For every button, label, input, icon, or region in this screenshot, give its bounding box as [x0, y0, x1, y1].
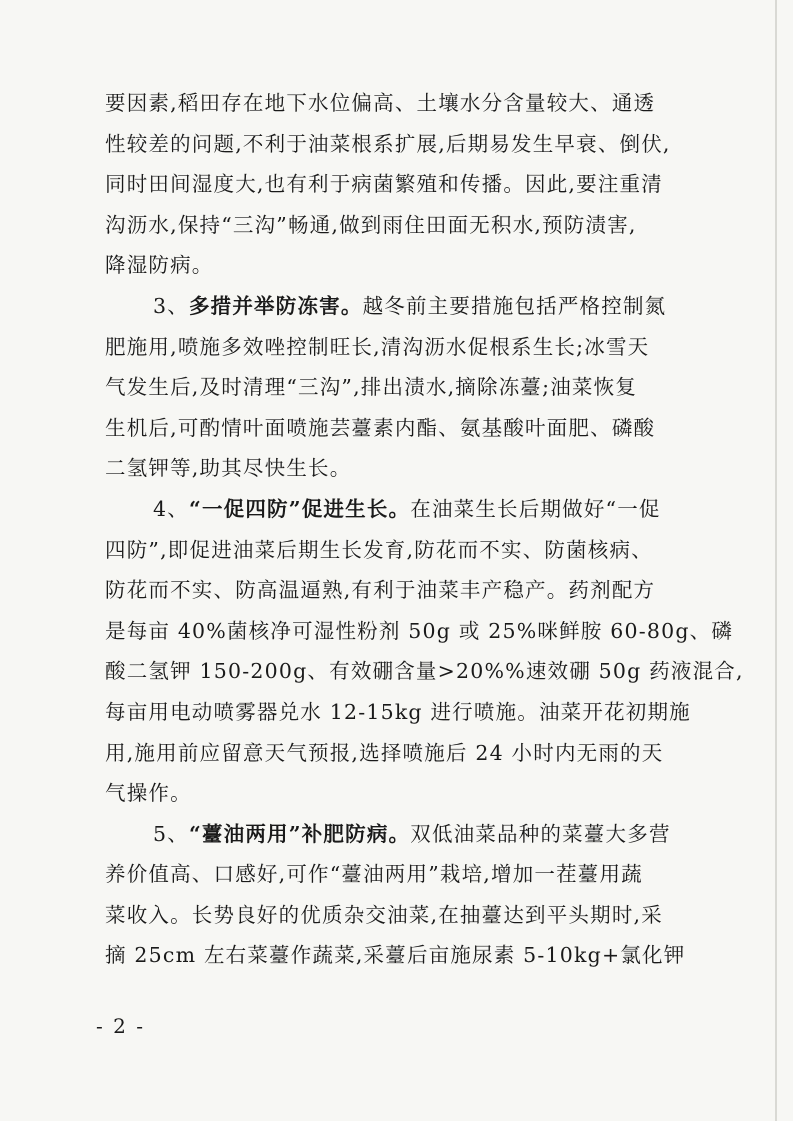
text-line	[105, 570, 665, 611]
body-text: 是每亩 40%菌核净可湿性粉剂 50g 或 25%咪鲜胺 60-80g、磷	[105, 618, 734, 643]
body-text: 每亩用电动喷雾器兑水 12-15kg 进行喷施。油菜开花初期施	[105, 699, 691, 724]
body-text: 4、	[153, 496, 189, 521]
text-line	[105, 245, 665, 286]
body-text: 二氢钾等,助其尽快生长。	[105, 456, 352, 481]
text-line	[105, 448, 665, 489]
bold-heading-text: “薹油两用”补肥防病。	[188, 821, 411, 846]
body-text: 要因素,稻田存在地下水位偏高、土壤水分含量较大、通透	[105, 91, 656, 115]
body-text: 用,施用前应留意天气预报,选择喷施后 24 小时内无雨的天	[105, 740, 664, 765]
text-line	[105, 895, 665, 936]
body-text: 气操作。	[105, 781, 192, 806]
body-text: 生机后,可酌情叶面喷施芸薹素内酯、氨基酸叶面肥、磷酸	[105, 415, 656, 440]
text-line	[105, 733, 665, 774]
body-text: 气发生后,及时清理“三沟”,排出渍水,摘除冻薹;油菜恢复	[105, 375, 638, 400]
text-line	[105, 773, 665, 814]
body-text: 养价值高、口感好,可作“薹油两用”栽培,增加一茬薹用蔬	[105, 862, 643, 887]
body-text: 肥施用,喷施多效唑控制旺长,清沟沥水促根系生长;冰雪天	[105, 334, 650, 359]
text-line	[105, 367, 665, 408]
text-line	[105, 124, 671, 165]
body-text: 菜收入。长势良好的优质杂交油菜,在抽薹达到平头期时,采	[105, 902, 663, 927]
body-text: 摘 25cm 左右菜薹作蔬菜,采薹后亩施尿素 5-10kg+氯化钾	[105, 943, 686, 968]
body-text: 性较差的问题,不利于油菜根系扩展,后期易发生早衰、倒伏,	[105, 131, 671, 156]
body-text: 3、	[153, 293, 189, 318]
body-text: 酸二氢钾 150-200g、有效硼含量>20%%速效硼 50g 药液混合,	[105, 659, 744, 684]
body-text: 5、	[153, 821, 189, 846]
body-text: 防花而不实、防高温逼熟,有利于油菜丰产稳产。药剂配方	[105, 578, 656, 603]
text-line	[105, 530, 665, 571]
page-edge	[775, 0, 777, 1121]
body-text: 越冬前主要措施包括严格控制氮	[362, 293, 667, 318]
text-line	[105, 814, 671, 855]
body-text: 降湿防病。	[105, 253, 214, 278]
paragraph	[105, 286, 665, 489]
text-line	[105, 327, 665, 368]
text-line	[105, 489, 665, 530]
body-text: 四防”,即促进油菜后期生长发育,防花而不实、防菌核病、	[105, 537, 653, 562]
text-line	[105, 408, 665, 449]
page-number: - 2 -	[96, 1014, 145, 1038]
body-text: 双低油菜品种的菜薹大多营	[410, 821, 671, 846]
bold-heading-text: 多措并举防冻害。	[188, 293, 363, 318]
text-line	[105, 935, 686, 976]
bold-heading-text: “一促四防”促进生长。	[188, 496, 411, 521]
text-line	[105, 205, 665, 246]
text-line	[105, 83, 665, 124]
paragraph	[105, 83, 671, 286]
text-line	[105, 854, 665, 895]
body-text: 同时田间湿度大,也有利于病菌繁殖和传播。因此,要注重清	[105, 172, 663, 197]
text-line	[105, 164, 665, 205]
paragraph	[105, 489, 744, 814]
text-line	[105, 692, 691, 733]
paragraph	[105, 814, 686, 976]
body-text: 在油菜生长后期做好“一促	[410, 496, 661, 521]
text-line	[105, 611, 734, 652]
text-line	[105, 286, 665, 327]
body-text: 沟沥水,保持“三沟”畅通,做到雨住田面无积水,预防渍害,	[105, 212, 637, 237]
document-body	[105, 83, 744, 976]
text-line	[105, 651, 744, 692]
